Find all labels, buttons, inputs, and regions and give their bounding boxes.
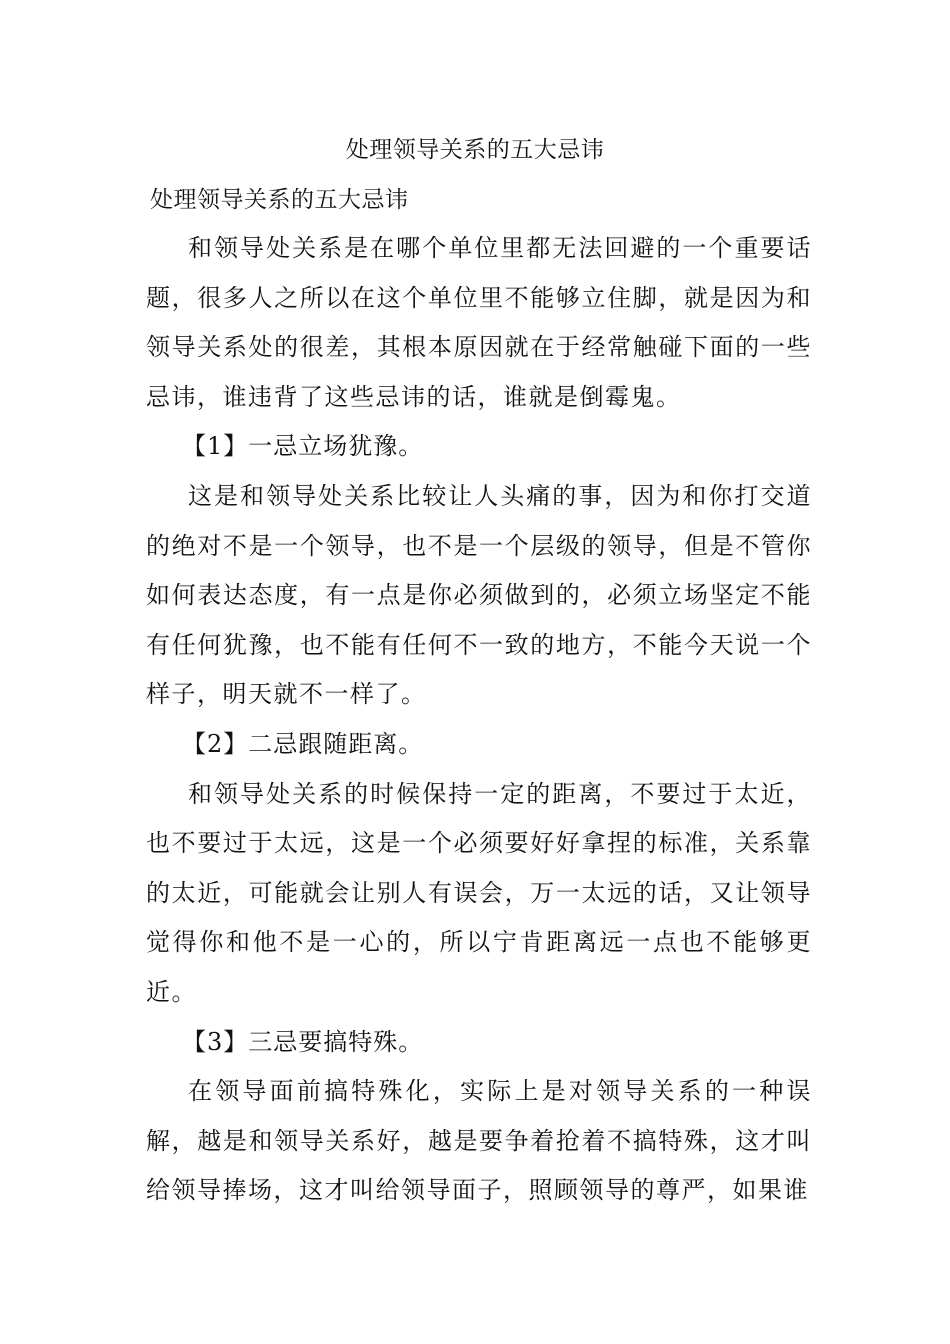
document-subtitle: 处理领导关系的五大忌讳 <box>150 187 409 213</box>
document-body <box>146 224 812 1216</box>
document-title: 处理领导关系的五大忌讳 <box>345 137 605 163</box>
section-paragraph-1: 这是和领导处关系比较让人头痛的事，因为和你打交道的绝对不是一个领导，也不是一个层级的领导，但是不管你如何表达态度，有一点是你必须做到的，必须立场坚定不能有任何犹豫，也不能有任何不一致的地方，不能今天说一个样子，明天就不一样了。 <box>146 481 812 709</box>
intro-paragraph: 和领导处关系是在哪个单位里都无法回避的一个重要话题，很多人之所以在这个单位里不能够立住脚，就是因为和领导关系处的很差，其根本原因就在于经常触碰下面的一些忌讳，谁违背了这些忌讳的话，谁就是倒霉鬼。 <box>146 234 812 411</box>
section-paragraph-3: 在领导面前搞特殊化，实际上是对领导关系的一种误解，越是和领导关系好，越是要争着抢着不搞特殊，这才叫给领导捧场，这才叫给领导面子，照顾领导的尊严，如果谁 <box>146 1077 812 1205</box>
section-heading-2: 【2】二忌跟随距离。 <box>182 729 424 758</box>
section-paragraph-2: 和领导处关系的时候保持一定的距离，不要过于太近，也不要过于太远，这是一个必须要好好拿捏的标准，关系靠的太近，可能就会让别人有误会，万一太远的话，又让领导觉得你和他不是一心的，所以宁肯距离远一点也不能够更近。 <box>146 779 812 1006</box>
section-heading-3: 【3】三忌要搞特殊。 <box>182 1027 424 1056</box>
section-heading-1: 【1】一忌立场犹豫。 <box>182 432 424 461</box>
